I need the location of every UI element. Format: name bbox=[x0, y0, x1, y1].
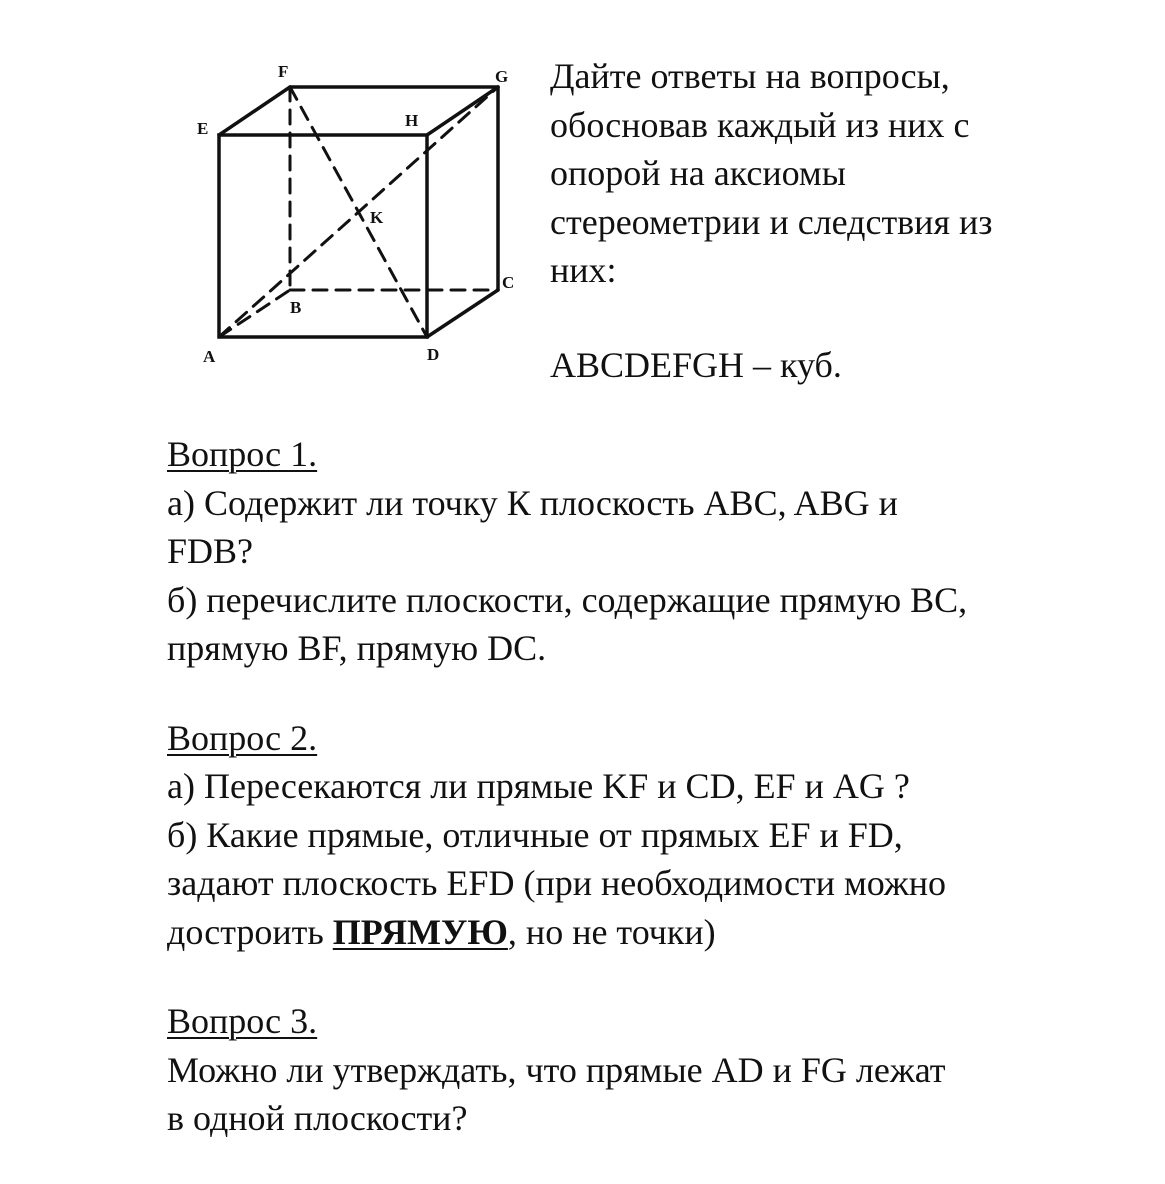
label-H: H bbox=[405, 111, 419, 130]
question-2 bbox=[167, 714, 967, 957]
intro-line: опорой на аксиомы bbox=[550, 153, 846, 193]
questions bbox=[167, 430, 967, 1184]
question-line: в одной плоскости? bbox=[167, 1098, 468, 1138]
text: достроить bbox=[167, 911, 333, 952]
question-3 bbox=[167, 997, 967, 1143]
question-line: прямую BF, прямую DC. bbox=[167, 628, 547, 668]
intro-line: Дайте ответы на вопросы, bbox=[550, 56, 950, 96]
question-title: Вопрос 2. bbox=[167, 717, 318, 758]
cube-hidden-edges bbox=[219, 87, 498, 337]
label-F: F bbox=[278, 62, 289, 81]
label-A: A bbox=[203, 347, 216, 366]
label-G: G bbox=[495, 67, 509, 86]
question-line: задают плоскость EFD (при необходимости можно bbox=[167, 863, 947, 903]
label-C: C bbox=[502, 273, 515, 292]
question-line bbox=[167, 908, 967, 957]
label-K: K bbox=[370, 208, 384, 227]
question-1 bbox=[167, 430, 967, 673]
intro-line: обосновав каждый из них с bbox=[550, 104, 970, 145]
question-line: б) Какие прямые, отличные от прямых EF и FD, bbox=[167, 814, 903, 855]
question-line: а) Пересекаются ли прямые KF и CD, EF и AG ? bbox=[167, 766, 910, 806]
emphasized-word: ПРЯМУЮ bbox=[332, 911, 508, 952]
question-title: Вопрос 1. bbox=[167, 434, 318, 474]
given-statement: ABCDEFGH – куб. bbox=[550, 344, 842, 385]
label-B: B bbox=[290, 298, 302, 317]
intro-line: них: bbox=[550, 250, 617, 290]
label-D: D bbox=[427, 345, 440, 364]
text: , но не точки) bbox=[507, 911, 716, 952]
label-E: E bbox=[197, 119, 209, 138]
question-line: Можно ли утверждать, что прямые AD и FG лежат bbox=[167, 1049, 946, 1090]
question-line: б) перечислите плоскости, содержащие прямую BC, bbox=[167, 579, 968, 620]
intro-line: стереометрии и следствия из bbox=[550, 201, 993, 242]
question-line: а) Содержит ли точку К плоскость ABC, ABG и bbox=[167, 482, 898, 523]
question-line: FDB? bbox=[167, 531, 254, 571]
question-title: Вопрос 3. bbox=[167, 1001, 318, 1041]
intro-text bbox=[550, 52, 993, 389]
